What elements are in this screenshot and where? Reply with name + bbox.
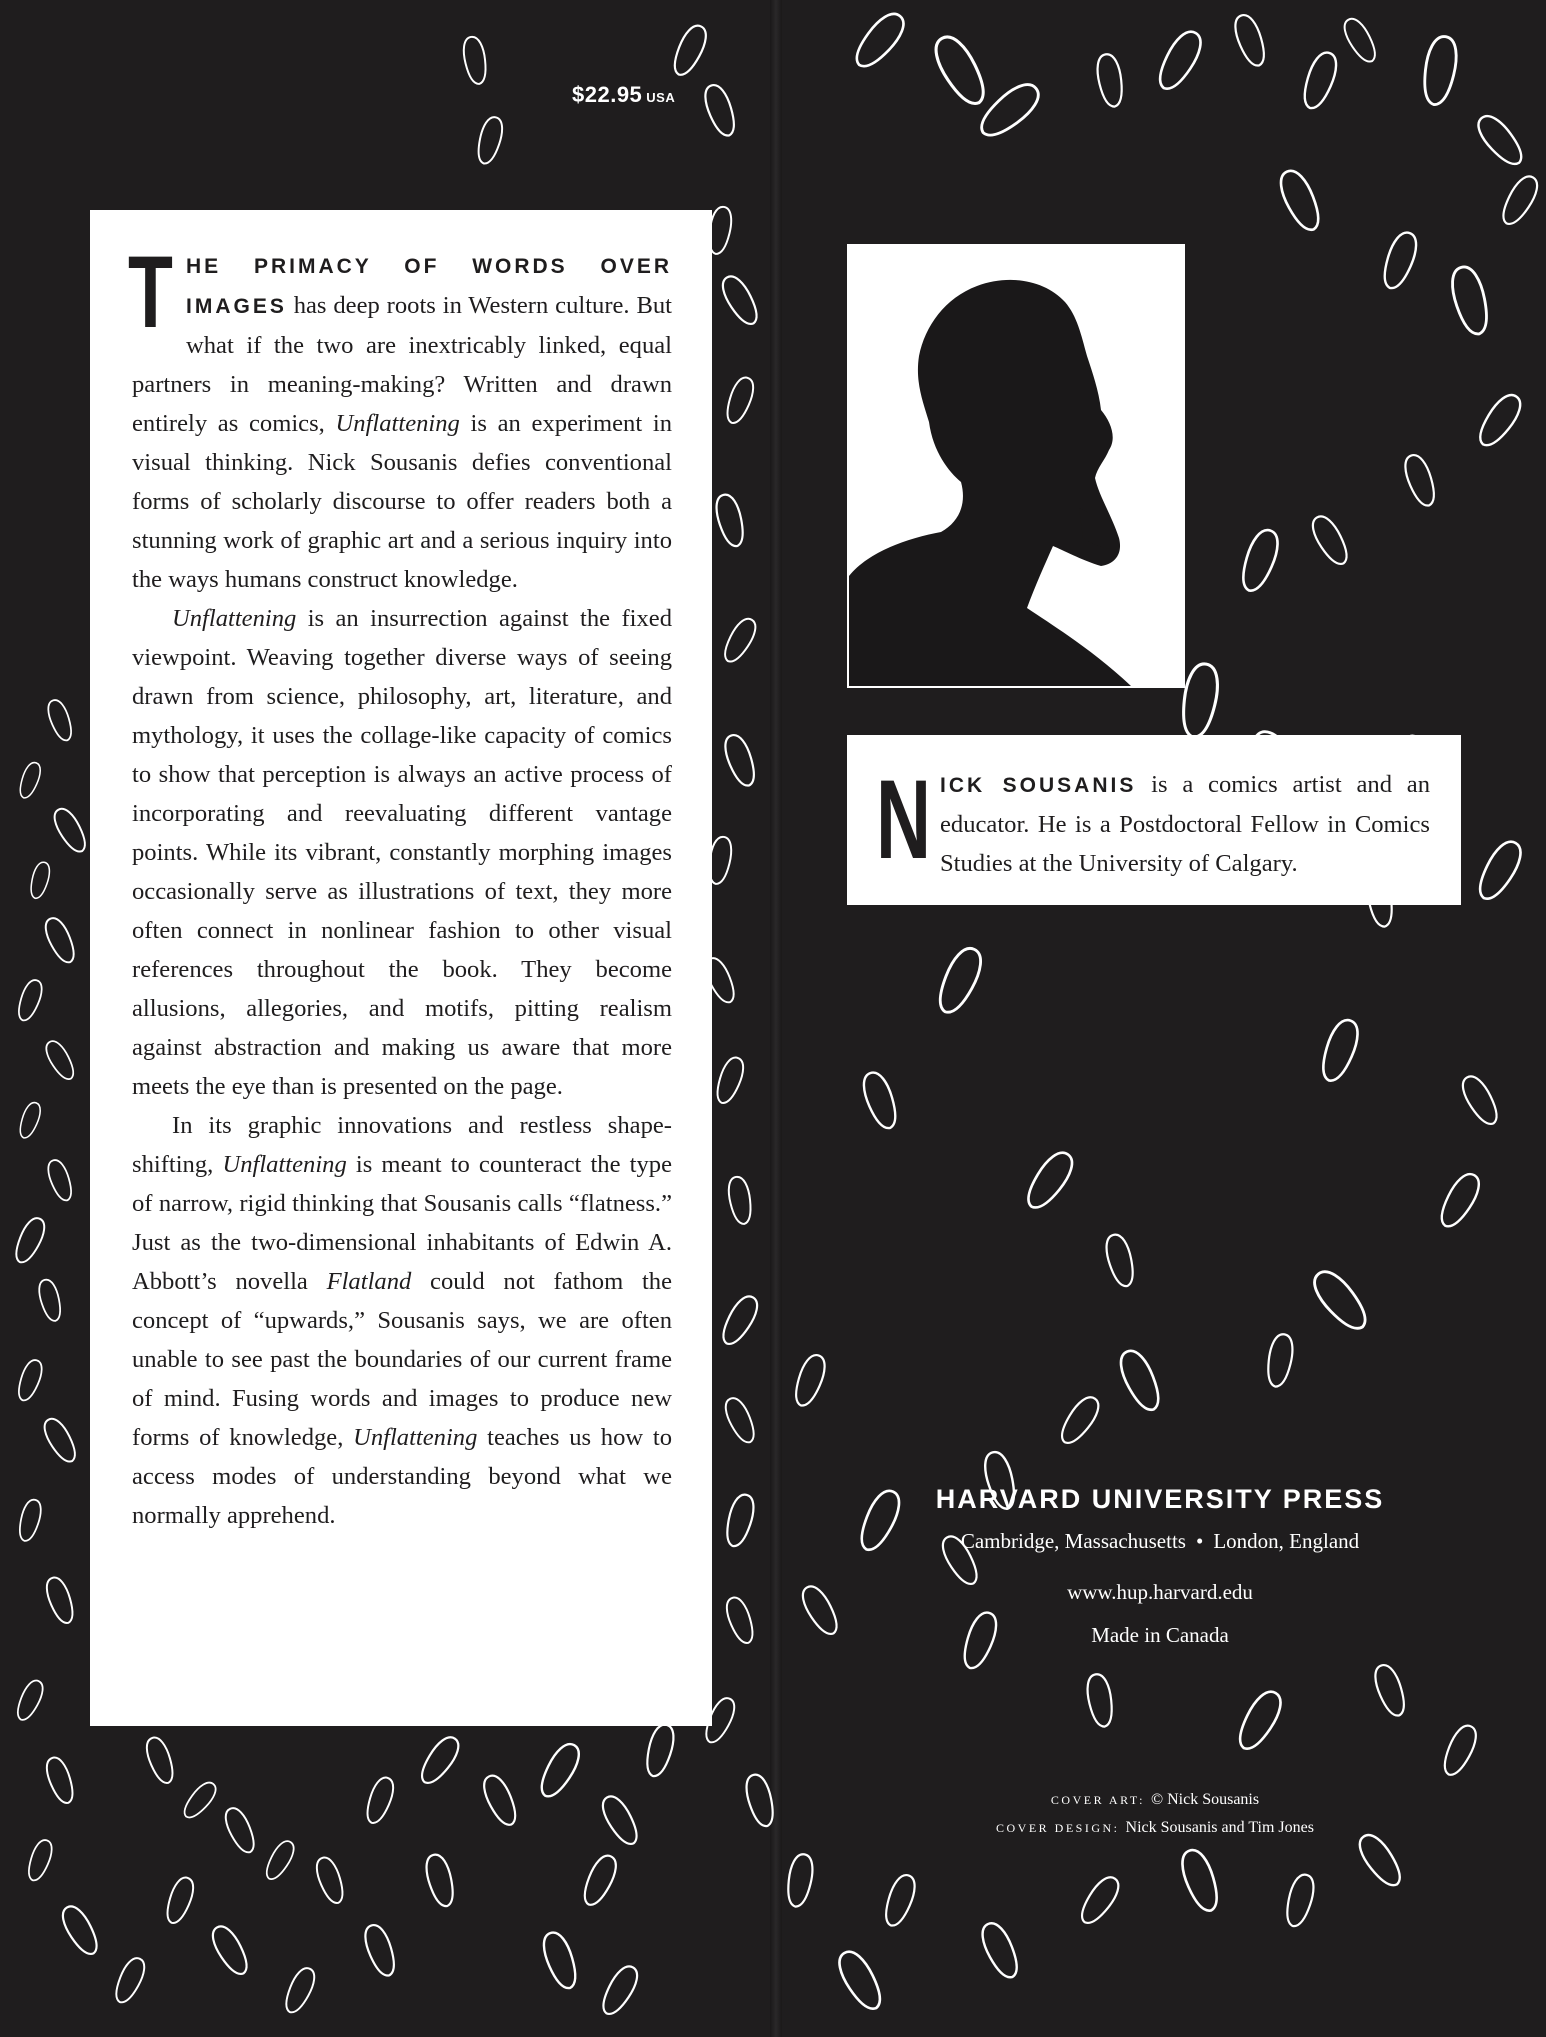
- footprint-outline: [721, 1395, 759, 1447]
- footprint-outline: [474, 115, 506, 166]
- footprint-outline: [642, 1722, 677, 1779]
- footprint-outline: [281, 1965, 319, 2017]
- footprint-outline: [721, 732, 760, 789]
- footprint-outline: [790, 1352, 829, 1409]
- cover-design-label: COVER DESIGN:: [996, 1821, 1120, 1835]
- footprint-outline: [1152, 26, 1207, 94]
- footprint-outline: [1075, 1872, 1124, 1928]
- cover-design-credit: [890, 1814, 1420, 1842]
- footprint-outline: [1084, 1672, 1115, 1728]
- cover-design-value: Nick Sousanis and Tim Jones: [1125, 1819, 1314, 1836]
- footprint-outline: [143, 1735, 178, 1787]
- footprint-outline: [1307, 1265, 1374, 1336]
- author-bio-text: is a comics artist and an educator. He is a Postdoctoral Fellow in Comics Studies at the University of Calgary.: [940, 771, 1430, 877]
- blurb-text: is meant to counteract the type of narrow, rigid thinking that Sousanis calls “flatness.” Just as the two-dimensional inhabitants of Edwin A. Abbott’s novella: [132, 1151, 672, 1295]
- footprint-outline: [16, 760, 43, 800]
- footprint-outline: [928, 31, 992, 111]
- footprint-outline: [1371, 1662, 1410, 1719]
- footprint-outline: [1307, 512, 1353, 569]
- footprint-outline: [40, 1415, 81, 1466]
- footprint-outline: [668, 22, 711, 79]
- footprint-outline: [1282, 1872, 1317, 1929]
- footprint-outline: [880, 1872, 919, 1929]
- blurb-text: is an insurrection against the fixed viewpoint. Weaving together diverse ways of seeing drawn from science, philosophy, art, literature, and mythology, it uses the collage-like capacity of comics to show that perception is always an active process of incorporating and reevaluating different vantage points. While its vibrant, constantly morphing images occasionally serve as illustrations of text, they more often connect in nonlinear fashion to other visual references throughout the book. They become allusions, allegories, and motifs, pitting realism against abstraction and making us aware that more meets the eye than is presented on the page.: [132, 605, 672, 1100]
- footprint-outline: [36, 1278, 64, 1324]
- book-title-italic: Unflattening: [172, 605, 297, 632]
- footprint-outline: [742, 1772, 777, 1829]
- footprint-outline: [11, 1215, 49, 1267]
- publisher-city-2: London, England: [1213, 1529, 1360, 1553]
- footprint-outline: [44, 1157, 75, 1203]
- footprint-outline: [849, 7, 910, 73]
- footprint-outline: [539, 1929, 582, 1992]
- footprint-outline: [13, 1677, 47, 1723]
- blurb-text: In its graphic innovations and restless shape-shifting,: [132, 1112, 672, 1178]
- footprint-outline: [1102, 1232, 1137, 1289]
- footprint-outline: [597, 1792, 643, 1849]
- footprint-outline: [1115, 1346, 1166, 1415]
- footprint-outline: [16, 1100, 43, 1140]
- blurb-lead-caps: HE PRIMACY OF WORDS OVER IMAGES: [186, 255, 672, 318]
- footprint-outline: [1055, 1392, 1104, 1448]
- footprint-outline: [1457, 1072, 1503, 1129]
- footprint-outline: [415, 1732, 464, 1788]
- blurb-paragraph-3: [132, 1106, 672, 1535]
- footprint-outline: [221, 1805, 259, 1857]
- book-title-italic: Unflattening: [222, 1151, 347, 1178]
- footprint-outline: [57, 1902, 103, 1959]
- footprint-outline: [1275, 166, 1326, 235]
- footprint-outline: [50, 805, 91, 856]
- footprint-outline: [43, 1575, 78, 1627]
- footprint-outline: [701, 82, 740, 139]
- publisher-city-1: Cambridge, Massachusetts: [960, 1529, 1186, 1553]
- footprint-outline: [1473, 390, 1527, 452]
- footprint-outline: [1316, 1016, 1363, 1085]
- book-blurb: [128, 235, 673, 1535]
- footprint-outline: [1236, 526, 1283, 595]
- footprint-outline: [207, 1922, 253, 1979]
- footprint-outline: [722, 1492, 757, 1549]
- blurb-paragraph-2: [132, 599, 672, 1106]
- footprint-outline: [162, 1875, 197, 1927]
- blurb-text: is an experiment in visual thinking. Nick Sousanis defies conventional forms of scholarly discourse to offer readers both a stunning work of graphic art and a serious inquiry into the ways humans construct knowledge.: [132, 410, 673, 593]
- price-currency: USA: [646, 90, 676, 105]
- footprint-outline: [1298, 49, 1341, 112]
- footprint-outline: [1231, 12, 1270, 69]
- cover-art-value: © Nick Sousanis: [1150, 1791, 1260, 1808]
- cover-credits: [890, 1786, 1420, 1842]
- footprint-outline: [362, 1775, 397, 1827]
- footprint-outline: [974, 77, 1045, 144]
- footprint-outline: [313, 1855, 348, 1907]
- footprint-outline: [726, 1175, 754, 1225]
- footprint-outline: [24, 1837, 55, 1883]
- footprint-outline: [597, 1962, 643, 2019]
- footprint-outline: [1497, 172, 1543, 229]
- footprint-outline: [42, 1038, 79, 1084]
- author-silhouette-photo: [847, 244, 1185, 688]
- author-bio: [940, 765, 1430, 883]
- bullet-separator: •: [1195, 1529, 1204, 1553]
- publisher-block: [860, 1484, 1460, 1648]
- author-name: ICK SOUSANIS: [940, 774, 1137, 797]
- footprint-outline: [1472, 836, 1527, 904]
- publisher-name: HARVARD UNIVERSITY PRESS: [935, 1484, 1385, 1514]
- footprint-outline: [1378, 229, 1421, 292]
- silhouette-image: [849, 246, 1183, 686]
- book-title-italic: Unflattening: [353, 1424, 478, 1451]
- price-amount: $22.95: [572, 82, 643, 107]
- footprint-outline: [44, 697, 75, 743]
- footprint-outline: [722, 375, 757, 427]
- footprint-outline: [111, 1955, 149, 2007]
- footprint-outline: [1401, 452, 1440, 509]
- footprint-outline: [1264, 1332, 1295, 1388]
- publisher-url[interactable]: www.hup.harvard.edu: [1067, 1580, 1253, 1604]
- footprint-outline: [1020, 1147, 1078, 1214]
- blurb-text: could not fathom the concept of “upwards,” Sousanis says, we are often unable to see past the boundaries of our current frame of mind. Fusing words and images to produce new forms of knowledge,: [132, 1268, 672, 1451]
- footprint-outline: [1177, 1846, 1224, 1915]
- footprint-outline: [578, 1852, 621, 1909]
- footprint-outline: [1438, 1722, 1481, 1779]
- footprint-outline: [833, 1946, 888, 2014]
- footprint-outline: [179, 1778, 220, 1822]
- footprint-outline: [1094, 52, 1125, 108]
- made-in-label: Made in Canada: [1091, 1623, 1229, 1647]
- footprint-outline: [479, 1772, 522, 1829]
- publisher-locations: [860, 1529, 1460, 1554]
- blurb-dropcap: T: [128, 235, 173, 349]
- footprint-outline: [977, 1919, 1024, 1982]
- footprint-outline: [1472, 110, 1528, 170]
- footprint-outline: [534, 1739, 584, 1802]
- author-dropcap: N: [876, 757, 932, 882]
- footprint-outline: [1232, 1686, 1287, 1754]
- footprint-outline: [712, 1055, 747, 1107]
- flatland-title-italic: Flatland: [326, 1268, 412, 1295]
- blurb-text: has deep roots in Western culture. But what if the two are inextricably linked, equal partners in meaning-making? Written and drawn entirely as comics,: [132, 292, 672, 437]
- footprint-outline: [14, 977, 45, 1023]
- footprint-outline: [461, 35, 489, 85]
- footprint-outline: [261, 1838, 298, 1884]
- footprint-outline: [361, 1922, 400, 1979]
- footprint-outline: [14, 1357, 45, 1403]
- cover-art-credit: [890, 1786, 1420, 1814]
- footprint-outline: [422, 1852, 457, 1909]
- footprint-outline: [784, 1852, 815, 1908]
- footprint-outline: [719, 615, 760, 666]
- footprint-outline: [717, 1292, 763, 1349]
- footprint-outline: [1340, 15, 1381, 66]
- price-tag: [572, 82, 675, 108]
- footprint-outline: [723, 1595, 758, 1647]
- footprint-outline: [1434, 1169, 1484, 1232]
- footprint-outline: [1447, 264, 1493, 338]
- footprint-outline: [1420, 34, 1461, 107]
- footprint-outline: [932, 943, 987, 1018]
- footprint-outline: [28, 860, 53, 900]
- footprint-outline: [859, 1069, 902, 1132]
- footprint-outline: [712, 492, 747, 549]
- footprint-outline: [717, 272, 763, 329]
- cover-art-label: COVER ART:: [1050, 1793, 1145, 1807]
- blurb-text: teaches us how to access modes of understanding beyond what we normally apprehend.: [132, 1424, 672, 1529]
- footprint-outline: [43, 1755, 78, 1807]
- blurb-paragraph-1: [128, 235, 673, 599]
- book-title-italic: Unflattening: [335, 410, 460, 437]
- footprint-outline: [41, 915, 79, 967]
- footprint-outline: [797, 1582, 843, 1639]
- footprint-outline: [16, 1498, 44, 1544]
